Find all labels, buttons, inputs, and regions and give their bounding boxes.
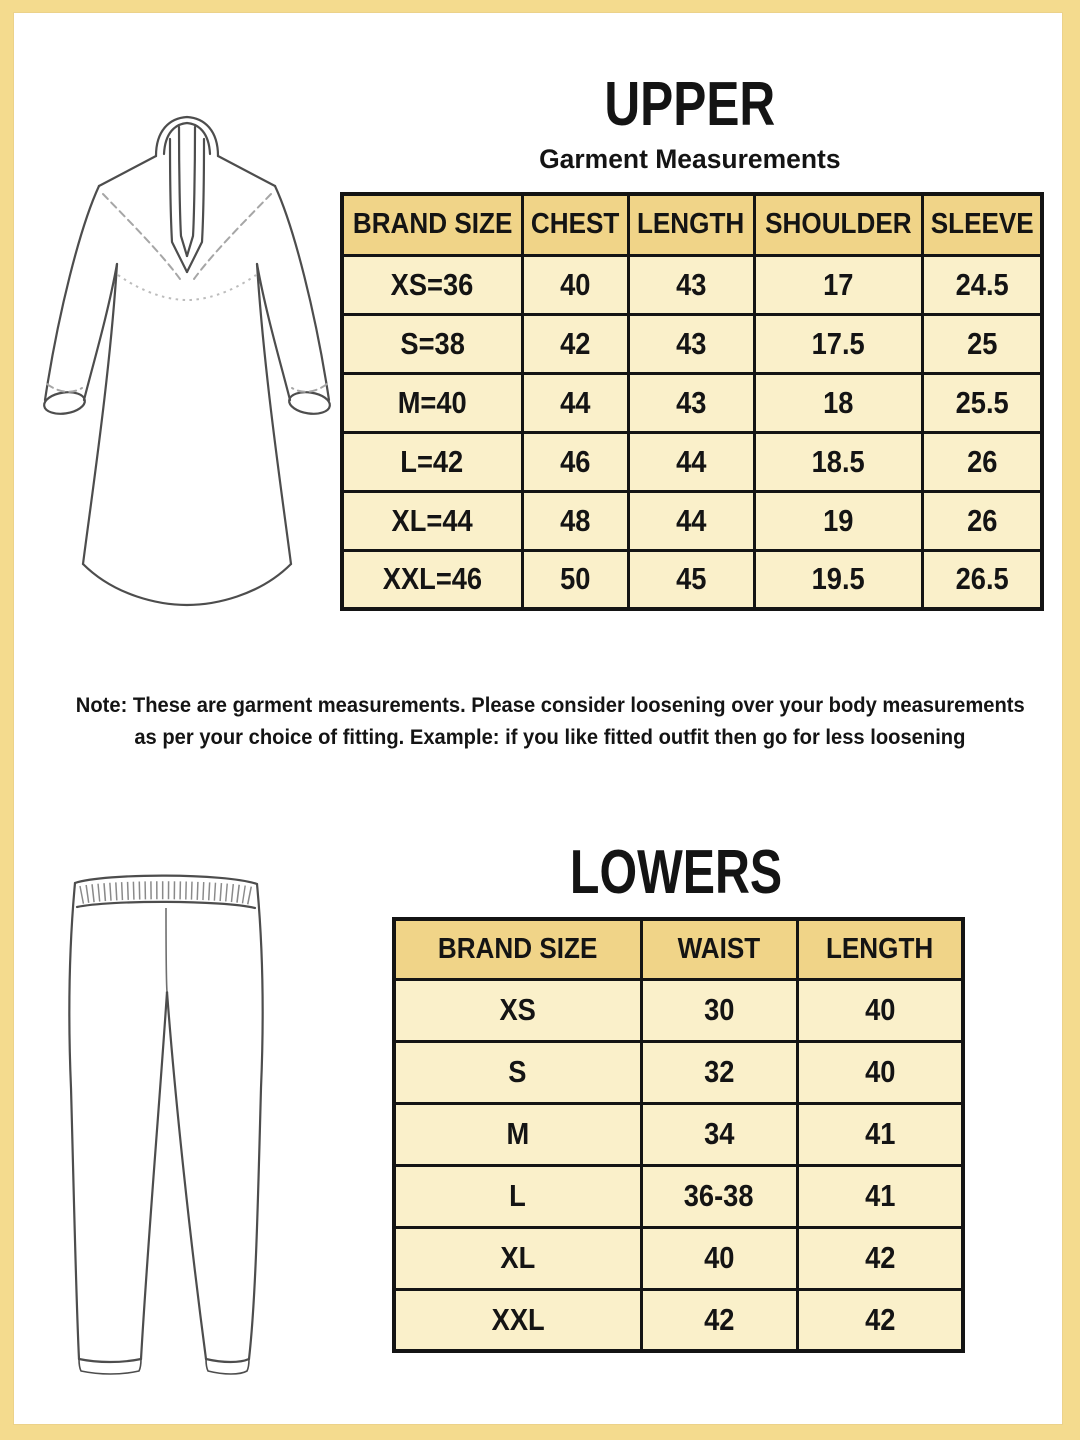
- col-header-length-label: LENGTH: [826, 932, 934, 965]
- table-cell: [754, 491, 922, 550]
- table-cell: [628, 550, 754, 609]
- leggings-inner-left: [141, 992, 167, 1359]
- cell-value: 40: [864, 992, 895, 1027]
- table-row: [394, 1041, 963, 1103]
- measurement-note: [50, 690, 1050, 754]
- cell-value: 34: [703, 1116, 735, 1151]
- table-cell: [922, 373, 1042, 432]
- cell-value: 36-38: [684, 1178, 754, 1213]
- kurta-yoke-dash-right: [194, 194, 271, 279]
- table-cell: [522, 373, 628, 432]
- cell-value: 26: [966, 443, 997, 479]
- col-header-brand-size-label: BRAND SIZE: [437, 932, 598, 965]
- kurta-side-left: [83, 264, 117, 564]
- kurta-slit-right: [187, 127, 195, 256]
- table-cell: [342, 432, 522, 491]
- kurta-shoulder-left: [99, 156, 156, 186]
- cell-value: 42: [703, 1301, 735, 1337]
- table-cell: [522, 314, 628, 373]
- table-cell: [394, 1227, 641, 1289]
- kurta-sleeve-right-outer: [275, 186, 329, 400]
- cell-value: 17: [822, 266, 854, 302]
- col-header-shoulder-label: SHOULDER: [764, 208, 912, 241]
- table-cell: [754, 373, 922, 432]
- table-cell: [394, 1165, 641, 1227]
- col-header-chest: [522, 194, 628, 255]
- table-row: [394, 1103, 963, 1165]
- upper-section-title: [340, 70, 1040, 139]
- kurta-cuff-dash-right: [292, 384, 327, 392]
- cell-value: 42: [864, 1301, 895, 1337]
- cell-value: 25: [966, 325, 997, 361]
- col-header-waist-label: WAIST: [677, 932, 761, 965]
- table-cell: [641, 1227, 797, 1289]
- kurta-sleeve-left-outer: [45, 186, 99, 400]
- cell-value: XXL: [491, 1301, 545, 1337]
- col-header-shoulder: [754, 194, 922, 255]
- table-cell: [754, 314, 922, 373]
- table-cell: [641, 1289, 797, 1351]
- cell-value: 41: [864, 1116, 895, 1151]
- table-cell: [754, 550, 922, 609]
- table-cell: [628, 432, 754, 491]
- note-line-1-text: Note: These are garment measurements. Please consider loosening over your body measurements: [75, 694, 1025, 717]
- cell-value: 42: [559, 325, 591, 361]
- kurta-cuff-right: [288, 390, 332, 417]
- leggings-waistband-ribbing: [81, 890, 252, 896]
- table-cell: [394, 1103, 641, 1165]
- cell-value: L=42: [400, 443, 464, 479]
- table-row: [394, 1165, 963, 1227]
- note-line-1: [50, 690, 1050, 722]
- table-cell: [641, 1041, 797, 1103]
- leggings-ankle-hem-right: [206, 1359, 249, 1362]
- upper-subtitle-text: Garment Measurements: [539, 144, 841, 174]
- cell-value: 25.5: [955, 384, 1009, 420]
- cell-value: L: [509, 1178, 527, 1213]
- cell-value: 43: [675, 266, 707, 302]
- col-header-waist: [641, 919, 797, 979]
- cell-value: XL=44: [391, 502, 473, 538]
- cell-value: 26: [966, 502, 997, 538]
- kurta-illustration: [20, 112, 335, 612]
- leggings-ankle-hem-left: [79, 1359, 141, 1362]
- cell-value: 32: [703, 1054, 735, 1089]
- leggings-center-seam: [166, 908, 167, 992]
- cell-value: 48: [559, 502, 591, 538]
- upper-title-text: UPPER: [604, 70, 776, 139]
- table-cell: [797, 1227, 963, 1289]
- table-cell: [342, 550, 522, 609]
- col-header-brand-size-label: BRAND SIZE: [352, 208, 513, 241]
- cell-value: 44: [675, 443, 707, 479]
- table-cell: [797, 979, 963, 1041]
- cell-value: XXL=46: [382, 561, 482, 597]
- cell-value: 50: [559, 561, 591, 597]
- table-cell: [641, 1165, 797, 1227]
- table-cell: [797, 1165, 963, 1227]
- cell-value: 40: [559, 266, 591, 302]
- table-cell: [922, 255, 1042, 314]
- cell-value: 42: [864, 1240, 895, 1275]
- cell-value: 19.5: [811, 561, 865, 597]
- cell-value: 18.5: [811, 443, 865, 479]
- table-row: [342, 373, 1042, 432]
- table-row: [342, 432, 1042, 491]
- cell-value: S=38: [400, 325, 465, 361]
- lowers-section-title: [392, 838, 961, 907]
- col-header-brand-size: [394, 919, 641, 979]
- cell-value: 24.5: [955, 266, 1009, 302]
- col-header-sleeve: [922, 194, 1042, 255]
- cell-value: 40: [864, 1054, 895, 1089]
- col-header-chest-label: CHEST: [530, 208, 620, 241]
- cell-value: 43: [675, 384, 707, 420]
- table-cell: [628, 373, 754, 432]
- cell-value: 45: [675, 561, 707, 597]
- upper-size-table: [340, 192, 1044, 611]
- note-line-2: [50, 722, 1050, 754]
- cell-value: 46: [559, 443, 591, 479]
- table-cell: [628, 314, 754, 373]
- table-cell: [641, 1103, 797, 1165]
- table-cell: [628, 491, 754, 550]
- cell-value: XL: [500, 1240, 536, 1275]
- table-cell: [922, 314, 1042, 373]
- table-cell: [342, 314, 522, 373]
- table-cell: [522, 432, 628, 491]
- table-cell: [522, 550, 628, 609]
- leggings-waistband-top: [75, 876, 257, 884]
- table-cell: [342, 255, 522, 314]
- table-cell: [754, 255, 922, 314]
- col-header-brand-size: [342, 194, 522, 255]
- cell-value: 18: [822, 384, 854, 420]
- leggings-inner-right: [167, 992, 206, 1359]
- leggings-waistband-bottom: [77, 902, 255, 908]
- upper-table-header-row: [342, 194, 1042, 255]
- upper-subtitle: [340, 146, 1040, 173]
- kurta-hem: [83, 564, 291, 605]
- table-row: [342, 255, 1042, 314]
- cell-value: XS=36: [390, 266, 474, 302]
- kurta-side-right: [257, 264, 291, 564]
- table-row: [342, 314, 1042, 373]
- table-cell: [394, 1041, 641, 1103]
- cell-value: 44: [675, 502, 707, 538]
- table-row: [394, 1227, 963, 1289]
- cell-value: 43: [675, 325, 707, 361]
- leggings-outer-left: [69, 883, 79, 1359]
- leggings-outer-right: [249, 884, 263, 1359]
- lowers-title-text: LOWERS: [570, 838, 783, 907]
- table-cell: [394, 979, 641, 1041]
- kurta-cuff-left: [43, 390, 87, 417]
- col-header-length-label: LENGTH: [637, 208, 745, 241]
- kurta-cuff-dash-left: [47, 384, 82, 392]
- table-cell: [394, 1289, 641, 1351]
- kurta-shoulder-right: [218, 156, 275, 186]
- cell-value: S: [508, 1054, 527, 1089]
- col-header-length: [797, 919, 963, 979]
- cell-value: 44: [559, 384, 591, 420]
- col-header-sleeve-label: SLEEVE: [930, 208, 1034, 241]
- table-cell: [342, 373, 522, 432]
- cell-value: M: [506, 1116, 530, 1151]
- table-cell: [628, 255, 754, 314]
- table-cell: [797, 1041, 963, 1103]
- table-cell: [797, 1103, 963, 1165]
- cell-value: 40: [703, 1240, 735, 1275]
- table-cell: [922, 491, 1042, 550]
- table-cell: [342, 491, 522, 550]
- cell-value: 41: [864, 1178, 895, 1213]
- table-row: [342, 491, 1042, 550]
- leggings-illustration: [60, 868, 270, 1378]
- col-header-length: [628, 194, 754, 255]
- table-row: [394, 1289, 963, 1351]
- kurta-chest-dotted-line: [118, 275, 256, 300]
- table-cell: [922, 432, 1042, 491]
- kurta-slit-left: [179, 127, 187, 256]
- cell-value: XS: [499, 992, 536, 1027]
- table-cell: [797, 1289, 963, 1351]
- cell-value: 17.5: [811, 325, 865, 361]
- table-cell: [522, 491, 628, 550]
- table-row: [342, 550, 1042, 609]
- cell-value: 19: [822, 502, 854, 538]
- note-line-2-text: as per your choice of fitting. Example: if you like fitted outfit then go for less loosening: [134, 726, 966, 749]
- lowers-table-header-row: [394, 919, 963, 979]
- table-cell: [641, 979, 797, 1041]
- table-cell: [522, 255, 628, 314]
- kurta-yoke-dash-left: [103, 194, 180, 279]
- cell-value: M=40: [397, 384, 467, 420]
- cell-value: 30: [703, 992, 735, 1027]
- cell-value: 26.5: [955, 561, 1009, 597]
- table-cell: [922, 550, 1042, 609]
- lowers-size-table: [392, 917, 965, 1353]
- table-cell: [754, 432, 922, 491]
- table-row: [394, 979, 963, 1041]
